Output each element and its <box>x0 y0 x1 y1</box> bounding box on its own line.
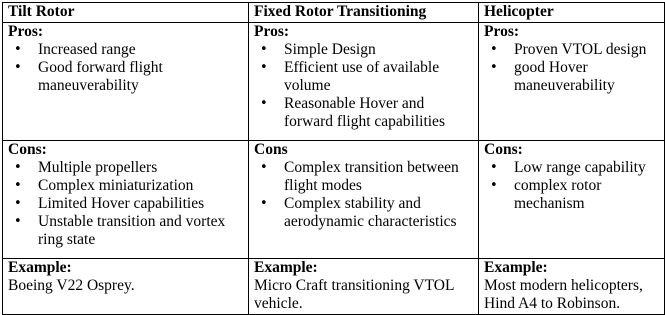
list-item: • Unstable transition and vortex ring state <box>38 213 244 249</box>
pros-list <box>8 41 244 95</box>
cons-row <box>3 141 665 259</box>
list-item: • Simple Design <box>284 41 474 59</box>
list-item: • Good forward flight maneuverability <box>38 59 244 95</box>
pros-cell-helicopter <box>479 23 665 141</box>
pros-row <box>3 23 665 141</box>
cons-list <box>484 159 660 213</box>
list-item: • Low range capability <box>514 159 660 177</box>
cons-label: Cons: <box>8 141 47 158</box>
cons-label: Cons: <box>484 141 523 158</box>
example-cell-tilt-rotor <box>3 259 249 315</box>
list-item: • complex rotor mechanism <box>514 177 660 213</box>
example-label: Example: <box>484 259 548 276</box>
list-item: • Complex stability and aerodynamic characteristics <box>284 195 474 231</box>
header-helicopter: Helicopter <box>479 3 665 23</box>
header-tilt-rotor: Tilt Rotor <box>3 3 249 23</box>
cons-cell-fixed-rotor <box>249 141 479 259</box>
pros-cell-tilt-rotor <box>3 23 249 141</box>
list-item: • Proven VTOL design <box>514 41 660 59</box>
example-row <box>3 259 665 315</box>
list-item: • good Hover maneuverability <box>514 59 660 95</box>
cons-label: Cons <box>254 141 288 158</box>
list-item: • Increased range <box>38 41 244 59</box>
example-cell-fixed-rotor <box>249 259 479 315</box>
header-fixed-rotor-transitioning: Fixed Rotor Transitioning <box>249 3 479 23</box>
list-item: • Complex miniaturization <box>38 177 244 195</box>
example-text: Micro Craft transitioning VTOL vehicle. <box>254 277 454 312</box>
pros-label: Pros: <box>8 23 44 40</box>
list-item: • Multiple propellers <box>38 159 244 177</box>
example-label: Example: <box>254 259 318 276</box>
example-cell-helicopter <box>479 259 665 315</box>
pros-label: Pros: <box>254 23 290 40</box>
example-text: Boeing V22 Osprey. <box>8 277 135 294</box>
cons-list <box>254 159 474 231</box>
header-row <box>3 3 665 23</box>
example-text: Most modern helicopters, Hind A4 to Robinson. <box>484 277 643 312</box>
example-label: Example: <box>8 259 72 276</box>
pros-list <box>484 41 660 95</box>
pros-cell-fixed-rotor <box>249 23 479 141</box>
pros-list <box>254 41 474 131</box>
list-item: • Efficient use of available volume <box>284 59 474 95</box>
list-item: • Limited Hover capabilities <box>38 195 244 213</box>
comparison-table <box>2 2 665 315</box>
cons-cell-tilt-rotor <box>3 141 249 259</box>
cons-cell-helicopter <box>479 141 665 259</box>
list-item: • Reasonable Hover and forward flight capabilities <box>284 95 474 131</box>
list-item: • Complex transition between flight modes <box>284 159 474 195</box>
pros-label: Pros: <box>484 23 520 40</box>
cons-list <box>8 159 244 249</box>
